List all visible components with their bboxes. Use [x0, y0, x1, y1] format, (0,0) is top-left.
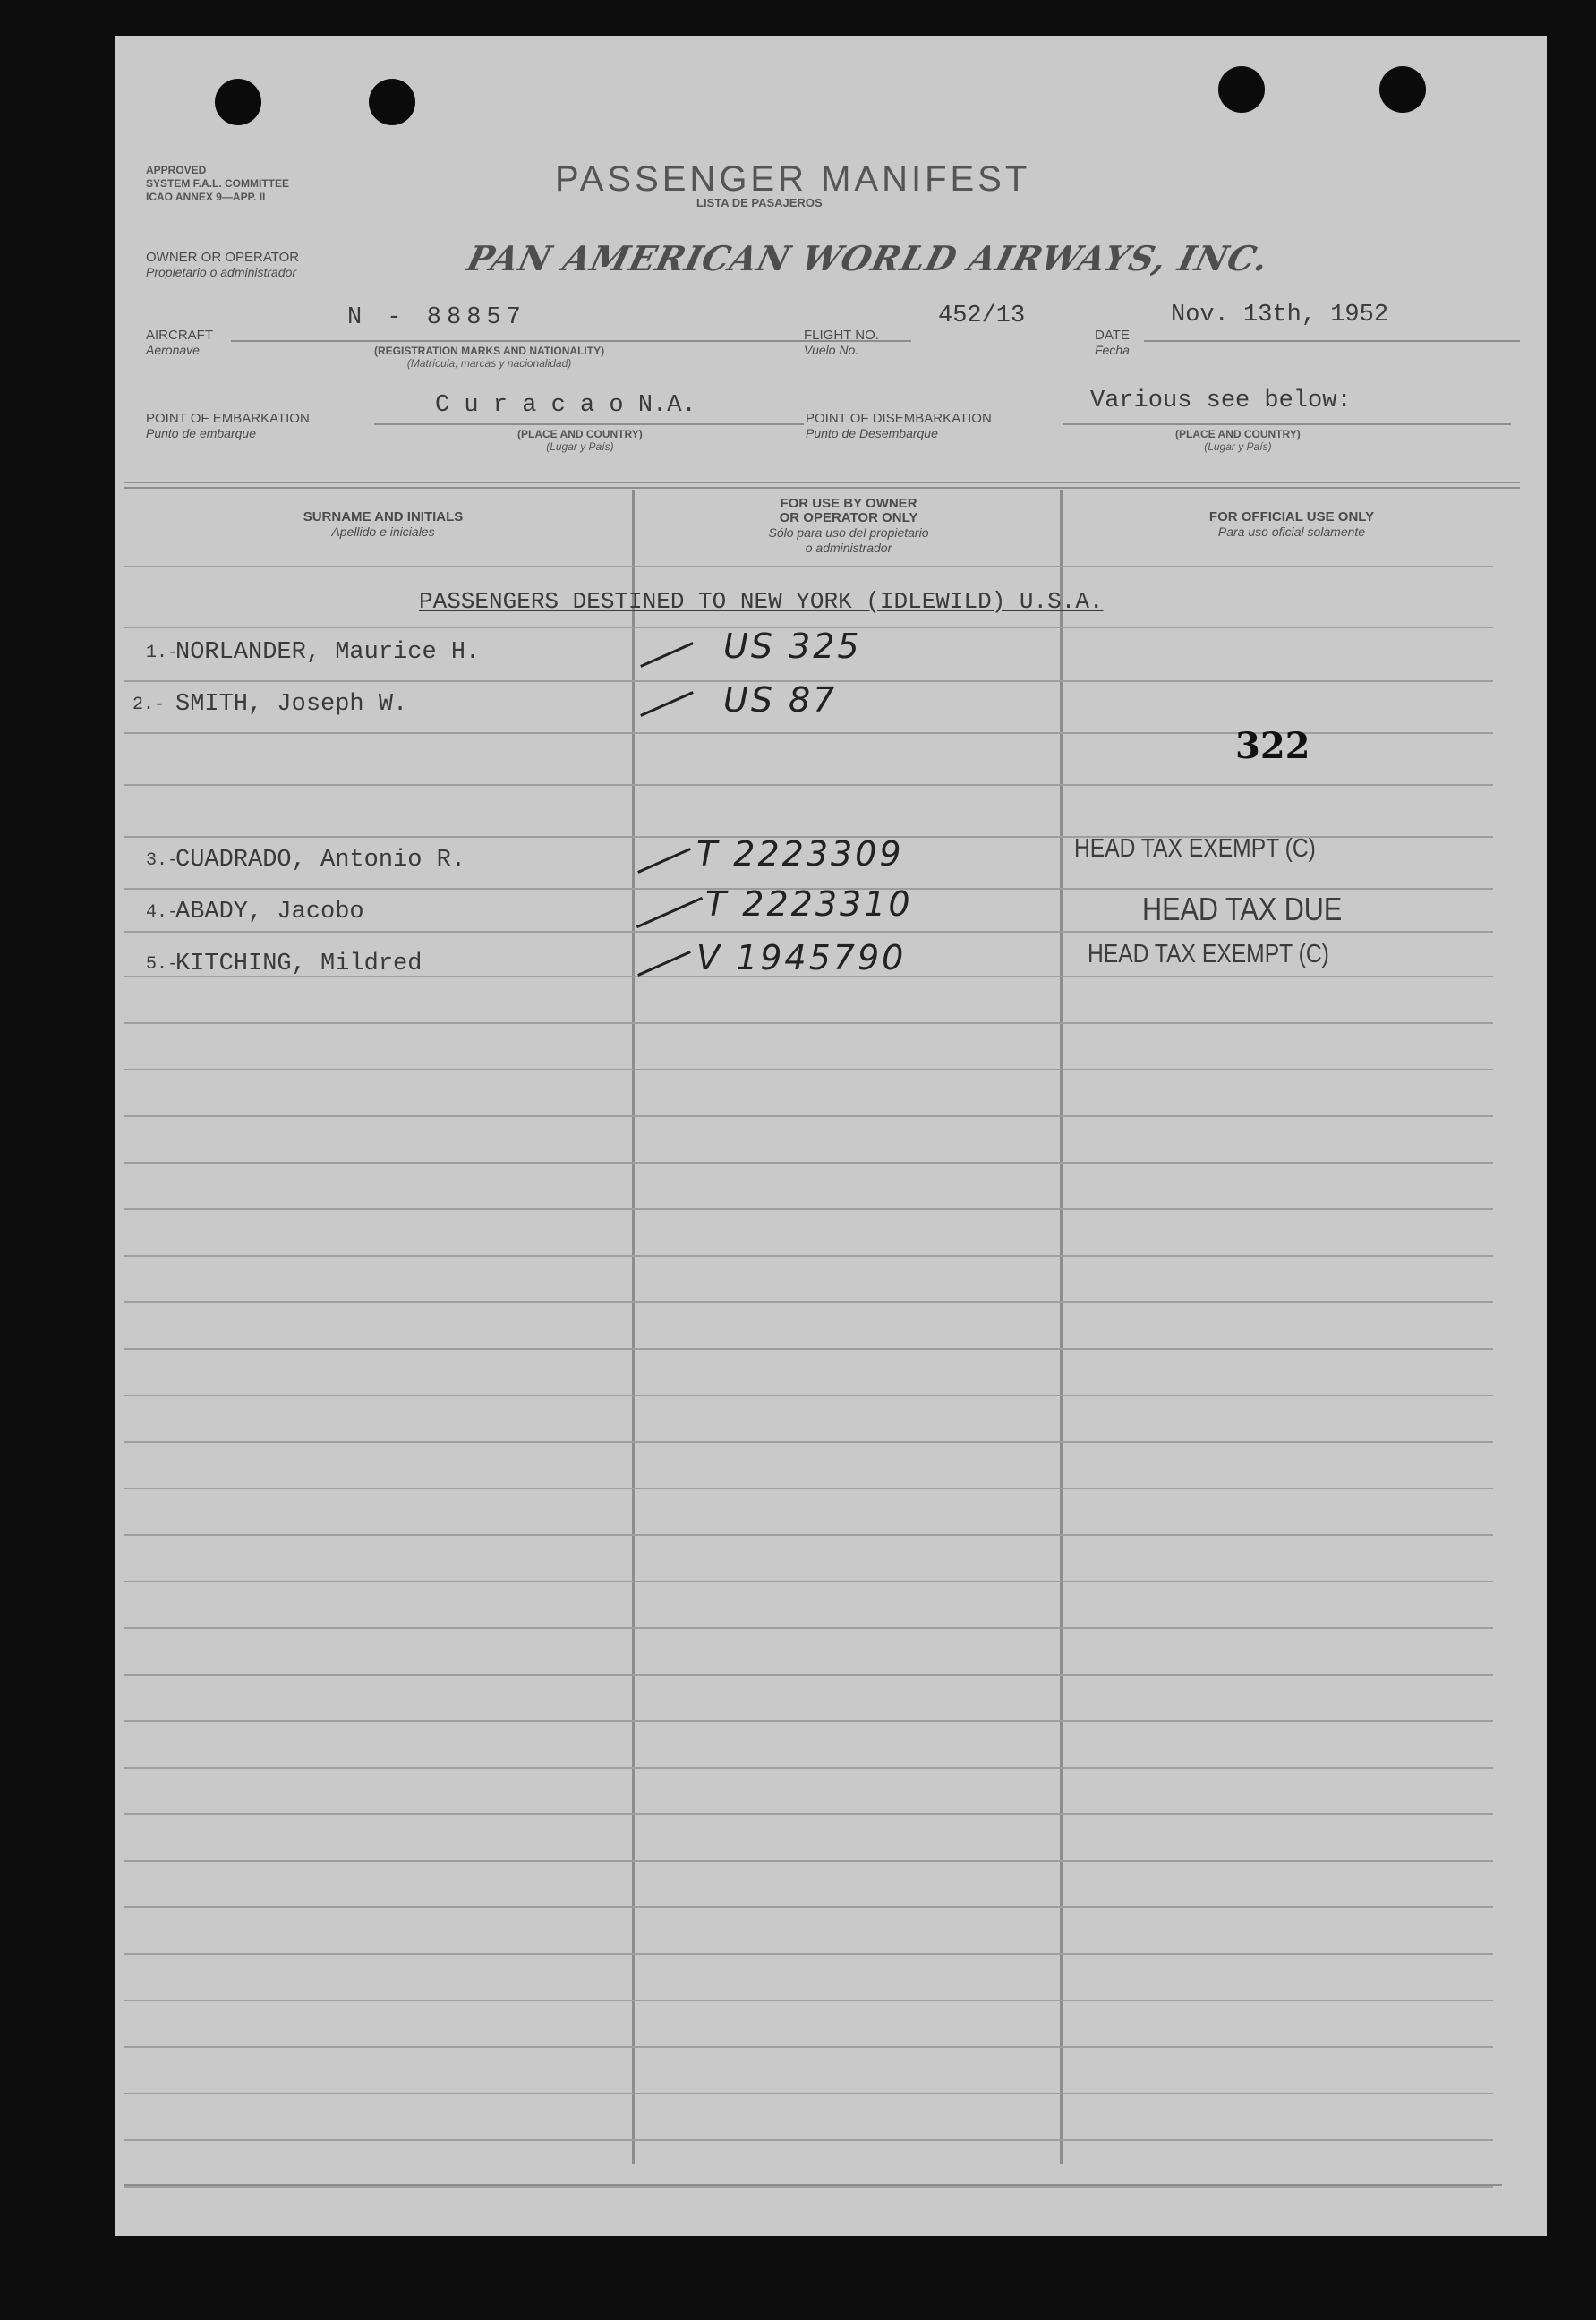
- embark-label: POINT OF EMBARKATION Punto de embarque: [146, 411, 310, 440]
- passenger-number: 4.-: [146, 902, 179, 923]
- stamp-number: 322: [1235, 725, 1310, 767]
- passenger-number: 2.-: [132, 695, 166, 715]
- check-mark: [637, 951, 691, 977]
- approval-line-3: ICAO ANNEX 9—APP. II: [146, 191, 266, 203]
- passenger-document: US 87: [723, 680, 838, 720]
- flight-value: 452/13: [938, 303, 1026, 329]
- operator-name: PAN AMERICAN WORLD AIRWAYS, INC.: [463, 238, 1274, 278]
- owner-label: OWNER OR OPERATOR Propietario o administrador: [146, 250, 300, 279]
- registration-note: (REGISTRATION MARKS AND NATIONALITY) (Matrícula, marcas y nacionalidad): [374, 345, 605, 370]
- aircraft-label: AIRCRAFT Aeronave: [146, 328, 213, 357]
- passenger-document: US 325: [723, 627, 862, 666]
- punch-hole: [1379, 66, 1426, 113]
- check-mark: [636, 897, 703, 928]
- passenger-name: SMITH, Joseph W.: [175, 691, 408, 718]
- official-note: HEAD TAX DUE: [1142, 891, 1343, 927]
- check-mark: [637, 848, 691, 874]
- passenger-name: NORLANDER, Maurice H.: [175, 639, 481, 666]
- passenger-name: CUADRADO, Antonio R.: [175, 847, 466, 874]
- passenger-number: 3.-: [146, 850, 179, 871]
- approval-line-1: APPROVED: [146, 164, 207, 176]
- passenger-name: ABADY, Jacobo: [175, 899, 364, 925]
- column-divider: [1060, 490, 1063, 2164]
- disembark-value: Various see below:: [1090, 388, 1352, 414]
- passenger-document: V 1945790: [696, 938, 907, 977]
- disembark-label: POINT OF DISEMBARKATION Punto de Desembarque: [806, 411, 992, 440]
- date-label: DATE Fecha: [1095, 328, 1130, 357]
- date-value: Nov. 13th, 1952: [1171, 302, 1389, 328]
- aircraft-value: N - 88857: [347, 304, 526, 331]
- check-mark: [640, 642, 694, 668]
- approval-line-2: SYSTEM F.A.L. COMMITTEE: [146, 177, 290, 190]
- passenger-document: T 2223310: [705, 884, 913, 924]
- section-heading: PASSENGERS DESTINED TO NEW YORK (IDLEWILD) U.S.A.: [419, 588, 1104, 615]
- embark-place-note: (PLACE AND COUNTRY) (Lugar y País): [517, 428, 643, 453]
- punch-hole: [1218, 66, 1265, 113]
- flight-label: FLIGHT NO. Vuelo No.: [804, 328, 879, 357]
- manifest-page: [115, 36, 1547, 2236]
- embark-value: C u r a c a o N.A.: [435, 392, 696, 419]
- column-divider: [632, 490, 635, 2164]
- page-title: PASSENGER MANIFEST: [555, 159, 1031, 199]
- passenger-number: 5.-: [146, 954, 179, 975]
- col-surname-header: SURNAME AND INITIALS Apellido e iniciales: [303, 509, 464, 539]
- official-note: HEAD TAX EXEMPT (C): [1074, 834, 1316, 863]
- col-owner-header: FOR USE BY OWNER OR OPERATOR ONLY Sólo para uso del propietario o administrador: [768, 496, 929, 555]
- disembark-place-note: (PLACE AND COUNTRY) (Lugar y País): [1175, 428, 1301, 453]
- passenger-name: KITCHING, Mildred: [175, 951, 422, 977]
- official-note: HEAD TAX EXEMPT (C): [1088, 940, 1329, 968]
- check-mark: [640, 691, 694, 717]
- punch-hole: [215, 79, 261, 125]
- punch-hole: [369, 79, 415, 125]
- passenger-document: T 2223309: [696, 834, 904, 874]
- col-official-header: FOR OFFICIAL USE ONLY Para uso oficial solamente: [1208, 509, 1375, 539]
- page-subtitle: LISTA DE PASAJEROS: [696, 196, 823, 209]
- passenger-number: 1.-: [146, 643, 179, 663]
